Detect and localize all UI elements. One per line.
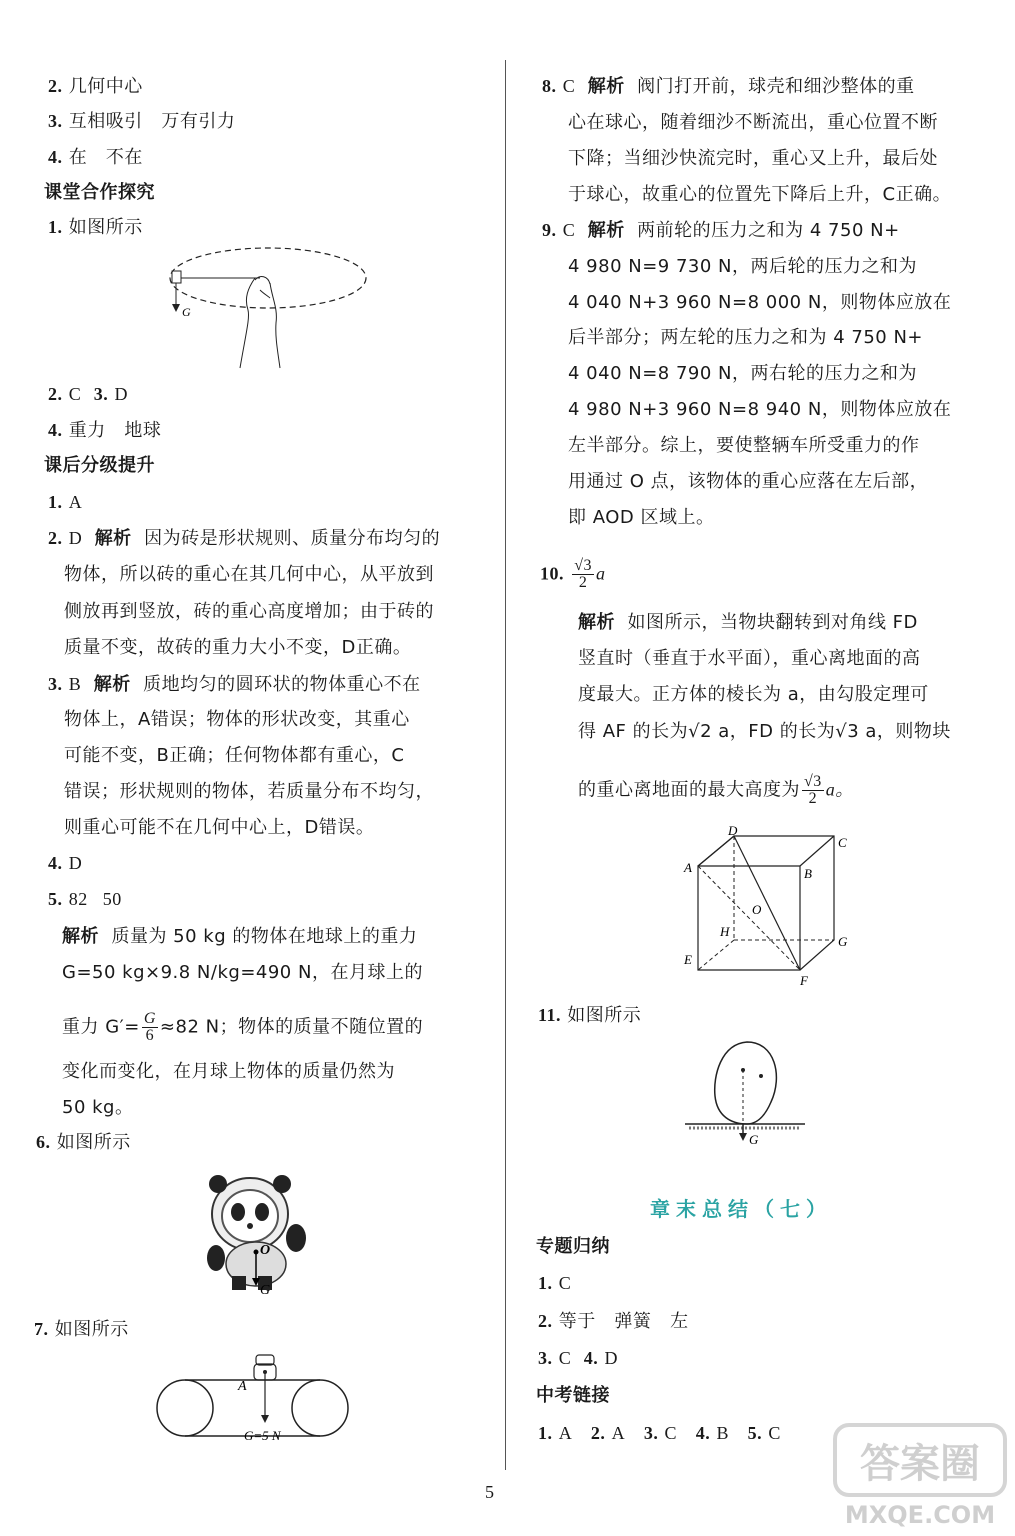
answer-line: 10. $\frac{√3}{2}$ a [540,557,606,591]
svg-text:MXQE.COM: MXQE.COM [844,1501,996,1529]
watermark-logo [825,1415,1015,1535]
text-line: 度最大。正方体的棱长为 a，由勾股定理可 [578,684,929,705]
text-line: 50 kg。 [62,1097,134,1118]
answer-line: 1. C [538,1273,572,1293]
svg-text:G: G [260,1283,271,1298]
svg-text:A: A [238,1379,247,1394]
svg-text:G: G [838,934,848,949]
svg-text:B: B [804,866,812,881]
answer-line: 3. 互相吸引 万有引力 [48,111,236,132]
text-line: 后半部分；两左轮的压力之和为 4 750 N+ [568,327,924,348]
page-number: 5 [485,1482,494,1502]
answer-line: 9. C 解析 两前轮的压力之和为 4 750 N+ [542,220,900,241]
text-line: 错误；形状规则的物体，若质量分布不均匀， [64,781,434,802]
text-line: 侧放再到竖放，砖的重心高度增加；由于砖的 [64,601,434,622]
text-line: 竖直时（垂直于水平面），重心离地面的高 [578,648,921,669]
section-heading: 课堂合作探究 [44,182,155,203]
answer-line: 3. C 4. D [538,1348,618,1368]
text-line: 心在球心，随着细沙不断流出，重心位置不断 [568,112,938,133]
text-line: 可能不变，B正确；任何物体都有重心，C [64,745,405,766]
text-line: 变化而变化，在月球上物体的质量仍然为 [62,1061,395,1082]
text-line: 4 980 N+3 960 N=8 940 N，则物体应放在 [568,399,952,420]
answer-line: 3. B 解析 质地均匀的圆环状的物体重心不在 [48,674,421,695]
chapter-title: 章末总结（七） [650,1197,832,1221]
text-line: 重力 G′= $\frac{G}{6}$ ≈82 N；物体的质量不随位置的 [62,1010,424,1044]
figure-panda-mascot [198,1168,318,1298]
svg-text:E: E [684,952,692,967]
text-line: 得 AF 的长为√2 a，FD 的长为√3 a，则物块 [578,721,951,742]
figure-hand-string [160,238,370,373]
text-line: 的重心离地面的最大高度为 $\frac{√3}{2}$ a。 [578,773,854,807]
svg-text:G=5 N: G=5 N [244,1428,281,1443]
svg-text:A: A [684,860,692,875]
section-heading: 课后分级提升 [44,455,155,476]
gravity-label: G [182,305,191,319]
fraction: $\frac{G}{6}$ [143,1010,156,1044]
text-line: 于球心，故重心的位置先下降后上升，C正确。 [568,184,952,205]
text-line: 解析 如图所示，当物块翻转到对角线 FD [578,612,918,633]
text-line: 4 040 N=8 790 N，两右轮的压力之和为 [568,363,918,384]
text-line: 则重心可能不在几何中心上，D错误。 [64,817,375,838]
text-line: 即 AOD 区域上。 [568,507,715,528]
text-line: 质量不变，故砖的重力大小不变，D正确。 [64,637,412,658]
text-line: 左半部分。综上，要使整辆车所受重力的作 [568,435,920,456]
answer-line: 1. A [48,492,83,512]
answer-line: 6. 如图所示 [36,1132,131,1153]
text-line: G=50 kg×9.8 N/kg=490 N，在月球上的 [62,962,423,983]
section-heading: 专题归纳 [536,1236,610,1257]
fraction: $\frac{√3}{2}$ [804,773,822,807]
text-line: 物体上，A错误；物体的形状改变，其重心 [64,709,410,730]
text-line: 物体，所以砖的重心在其几何中心，从平放到 [64,564,434,585]
section-heading: 中考链接 [536,1385,610,1406]
svg-text:G: G [749,1132,759,1147]
svg-text:F: F [800,973,808,988]
figure-leaf-shape [685,1036,810,1148]
answer-line: 7. 如图所示 [34,1319,129,1340]
svg-text:答案圈: 答案圈 [860,1441,980,1487]
answer-line: 2. C 3. D [48,384,128,404]
svg-text:O: O [260,1243,271,1258]
answer-line: 2. 等于 弹簧 左 [538,1311,689,1332]
svg-text:C: C [838,835,847,850]
answer-line: 4. D [48,853,83,873]
answer-line: 4. 重力 地球 [48,420,162,441]
svg-text:D: D [728,823,738,838]
answer-line: 4. 在 不在 [48,147,143,168]
figure-cube [680,822,855,994]
svg-text:O: O [752,902,762,917]
column-divider [505,60,506,1470]
answer-line: 1. 如图所示 [48,217,143,238]
figure-conveyor-belt [150,1352,355,1452]
fraction: $\frac{√3}{2}$ [574,557,593,591]
text-line: 下降；当细沙快流完时，重心又上升，最后处 [568,148,938,169]
text-line: 用通过 O 点，该物体的重心应落在左后部， [568,471,929,492]
answer-line: 1. A 2. A 3. C 4. B 5. C [538,1423,781,1443]
answer-line: 5. 82 50 [48,889,122,909]
text-line: 4 040 N+3 960 N=8 000 N，则物体应放在 [568,292,952,313]
svg-text:H: H [720,924,730,939]
text-line: 解析 质量为 50 kg 的物体在地球上的重力 [62,926,418,947]
answer-line: 2. 几何中心 [48,76,143,97]
answer-line: 8. C 解析 阀门打开前，球壳和细沙整体的重 [542,76,915,97]
answer-line: 2. D 解析 因为砖是形状规则、质量分布均匀的 [48,528,441,549]
answer-line: 11. 如图所示 [538,1005,642,1026]
text-line: 4 980 N=9 730 N，两后轮的压力之和为 [568,256,918,277]
